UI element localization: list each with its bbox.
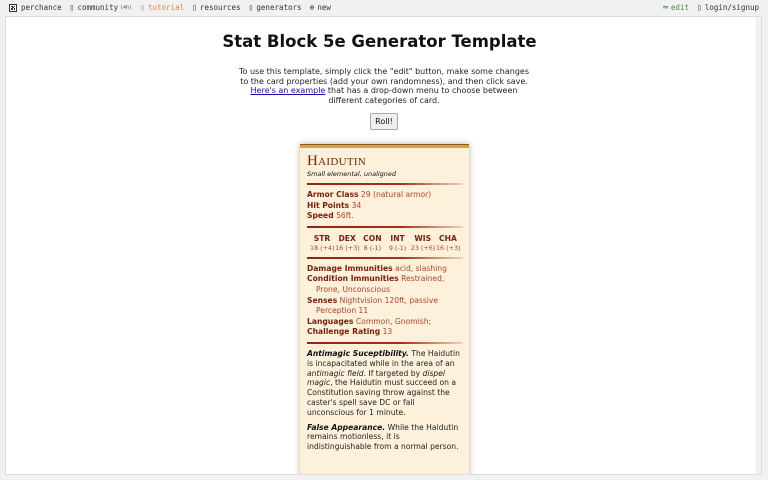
ability-value: 18 (+4) [310, 243, 335, 252]
dice-icon [9, 4, 17, 12]
challenge-rating-value: 13 [382, 327, 393, 337]
senses-label: Senses [307, 295, 338, 305]
trait-name: Antimagic Suceptibility. [307, 348, 409, 358]
divider [307, 342, 463, 344]
armor-class [307, 190, 463, 201]
trait-text: While the Haidutin remains motionless, it is indistinguishable from a normal person. [307, 422, 459, 452]
trait-text: The Haidutin is incapacitated while in the area of an [307, 348, 460, 368]
armor-class-label: Armor Class [307, 190, 359, 199]
hit-points-value: 34 [351, 200, 362, 210]
challenge-rating [307, 327, 463, 338]
speed-label: Speed [307, 211, 334, 221]
trait-antimagic [307, 349, 463, 418]
stat-block-card [300, 144, 469, 475]
languages-label: Languages [307, 316, 354, 326]
book-icon: ▯ [140, 2, 145, 12]
trait-text: . If targeted by [363, 368, 423, 378]
ability-value: 8 (-1) [363, 243, 382, 252]
trait-false-appearance [307, 423, 463, 452]
speed-value: 56ft. [336, 211, 354, 221]
ability-value: 16 (+3) [435, 243, 461, 252]
languages [307, 317, 463, 328]
speed [307, 211, 463, 222]
description-text-2: that has a drop-down menu to choose between different categories of card. [325, 86, 518, 105]
ability-cha [436, 233, 460, 253]
login-label: login/signup [704, 3, 759, 12]
ability-con [360, 233, 384, 253]
trait-name: False Appearance. [307, 422, 386, 432]
trait-spell: antimagic field [307, 368, 364, 378]
languages-value: Common, Gnomish; [355, 316, 432, 326]
ability-name: STR [313, 233, 331, 243]
nav-generators[interactable] [249, 3, 302, 12]
divider [307, 226, 463, 228]
page-title: Stat Block 5e Generator Template [222, 32, 537, 51]
damage-immunities-label: Damage Immunities [307, 263, 393, 273]
ability-int [386, 233, 410, 253]
ability-value: 16 (+3) [335, 243, 360, 252]
condition-immunities [307, 274, 463, 295]
condition-immunities-value: Restrained, Prone, Unconscious [316, 274, 445, 294]
description-text-1: To use this template, simply click the "edit" button, make some changes to the card properties (add your own randomness), and then click save. [238, 67, 530, 86]
nav-tutorial-label: tutorial [147, 3, 185, 12]
nav-perchance-label: perchance [21, 3, 62, 12]
condition-immunities-label: Condition Immunities [307, 274, 399, 284]
ability-scores [307, 233, 463, 253]
nav-resources-label: resources [199, 3, 241, 12]
ability-name: WIS [414, 233, 432, 243]
ability-name: CHA [439, 233, 457, 243]
ability-dex [335, 233, 359, 253]
top-nav-left [9, 3, 339, 12]
monster-name: Haidutin [307, 153, 367, 169]
ability-name: INT [390, 233, 405, 243]
edit-label: edit [670, 3, 689, 12]
armor-class-value: 29 (natural armor) [360, 190, 432, 199]
pencil-icon: ═ [663, 2, 668, 12]
senses [307, 296, 463, 317]
ability-str [310, 233, 334, 253]
nav-new-label: new [317, 3, 331, 12]
ability-name: DEX [338, 233, 356, 243]
divider [307, 257, 463, 259]
challenge-rating-label: Challenge Rating [307, 327, 381, 337]
box-icon: ▯ [192, 2, 197, 12]
hit-points [307, 201, 463, 212]
user-icon: ▯ [696, 2, 702, 12]
nav-community[interactable] [70, 3, 133, 12]
damage-immunities-value: acid, slashing [395, 263, 447, 273]
nav-new[interactable] [310, 3, 331, 12]
scrollbar[interactable] [756, 17, 761, 474]
login-signup-button[interactable] [697, 3, 759, 12]
nav-perchance[interactable] [9, 3, 62, 12]
example-link[interactable]: Here's an example [250, 86, 326, 96]
trait-spell: dispel magic [307, 368, 446, 388]
ability-value: 9 (-1) [388, 243, 407, 252]
nav-tutorial[interactable] [140, 3, 184, 12]
top-nav-right [663, 3, 759, 12]
divider [307, 183, 463, 185]
generator-frame [5, 16, 762, 475]
top-nav-bar [0, 0, 768, 16]
hit-points-label: Hit Points [307, 200, 350, 210]
edit-button[interactable] [663, 3, 689, 12]
nav-generators-label: generators [256, 3, 302, 12]
monster-type: Small elemental, unaligned [307, 170, 397, 178]
senses-value: Nightvision 120ft, passive Perception 11 [316, 295, 439, 316]
ability-wis [411, 233, 435, 253]
page-description [234, 67, 534, 105]
grid-icon: ▯ [248, 2, 254, 12]
damage-immunities [307, 264, 463, 275]
plus-circle-icon: ⊕ [309, 2, 315, 12]
roll-button[interactable]: Roll! [370, 113, 398, 130]
trait-text: , the Haidutin must succeed on a Constitution saving throw against the caster's spell save DC or fall unconscious for 1 minute. [307, 378, 457, 417]
ability-value: 23 (+6) [410, 243, 436, 252]
community-badge: (4h) [120, 4, 133, 11]
nav-community-label: community [77, 3, 119, 12]
nav-resources[interactable] [192, 3, 240, 12]
chat-icon: ▯ [69, 2, 75, 12]
ability-name: CON [363, 233, 382, 243]
